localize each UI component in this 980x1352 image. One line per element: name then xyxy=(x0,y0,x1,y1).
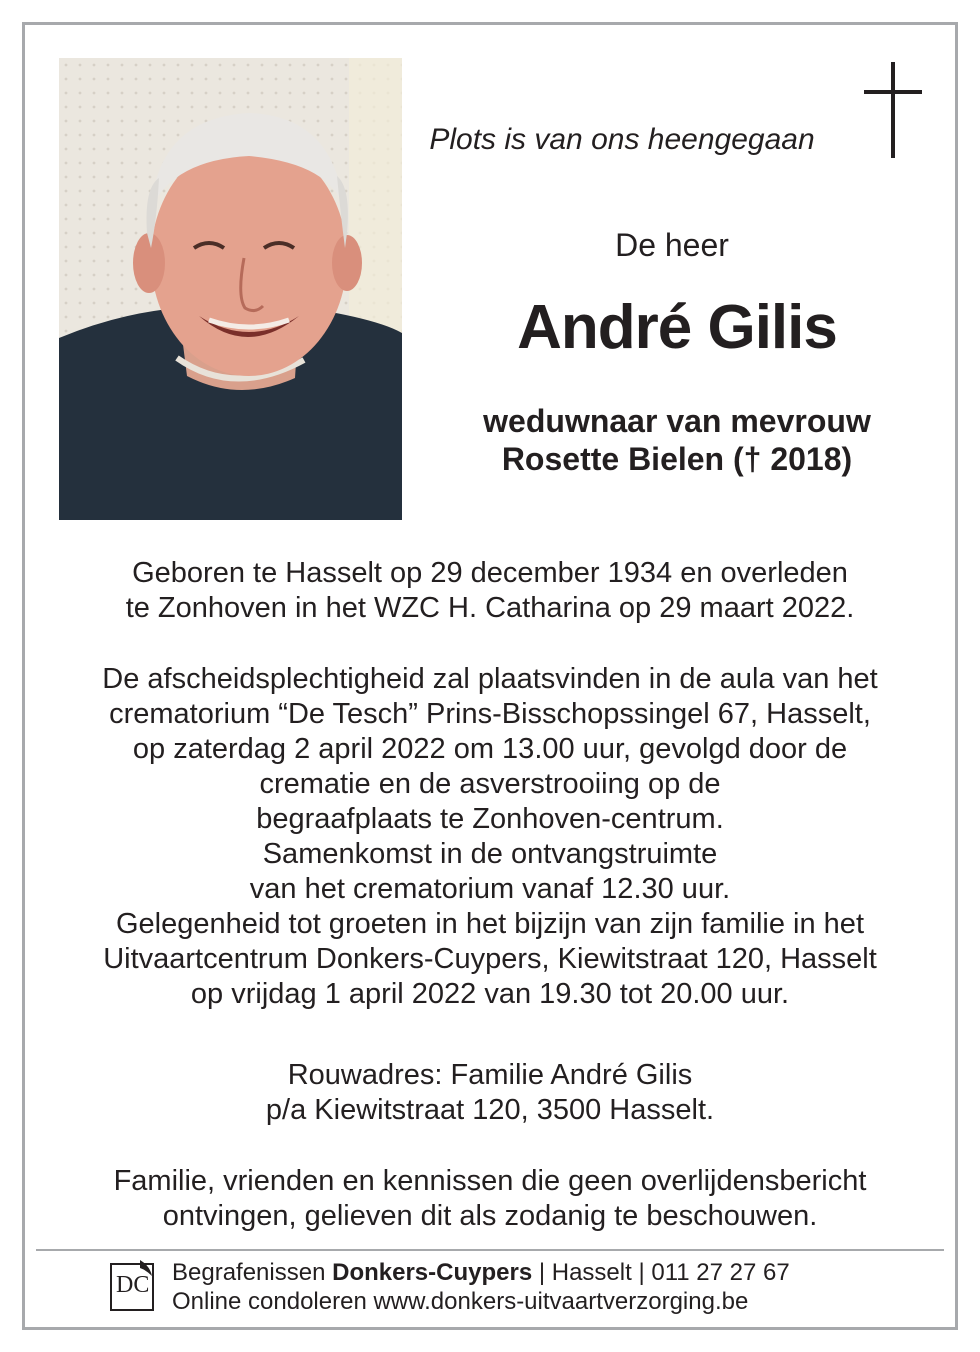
footer-prefix: Begrafenissen xyxy=(172,1259,333,1286)
portrait-photo xyxy=(59,58,402,520)
text-line: van het crematorium vanaf 12.30 uur. xyxy=(249,873,731,905)
text-line: crematorium “De Tesch” Prins-Bisschopssingel 67, Hasselt, xyxy=(109,698,871,730)
text-line: p/a Kiewitstraat 120, 3500 Hasselt. xyxy=(265,1094,715,1126)
salutation: De heer xyxy=(615,227,729,263)
spouse-line: Rosette Bielen († 2018) xyxy=(501,441,853,477)
separator: | xyxy=(631,1259,652,1286)
text-line: Uitvaartcentrum Donkers-Cuypers, Kiewitstraat 120, Hasselt xyxy=(103,943,877,975)
text-line: te Zonhoven in het WZC H. Catharina op 29 maart 2022. xyxy=(125,592,855,624)
city: Hasselt xyxy=(551,1259,632,1286)
deceased-name: André Gilis xyxy=(517,293,837,362)
spouse-info xyxy=(402,402,952,478)
text-line: op vrijdag 1 april 2022 van 19.30 tot 20.00 uur. xyxy=(190,978,790,1010)
text-line: ontvingen, gelieven dit als zodanig te beschouwen. xyxy=(162,1200,818,1232)
logo-text: DC xyxy=(116,1272,150,1298)
website-link[interactable]: www.donkers-uitvaartverzorging.be xyxy=(373,1288,749,1315)
phone-number: 011 27 27 67 xyxy=(651,1259,790,1286)
ceremony-paragraph xyxy=(40,662,940,1012)
text-line: Samenkomst in de ontvangstruimte xyxy=(262,838,718,870)
text-line: Rouwadres: Familie André Gilis xyxy=(287,1059,693,1091)
notice-paragraph xyxy=(40,1164,940,1234)
text-line: De afscheidsplechtigheid zal plaatsvinden in de aula van het xyxy=(102,663,878,695)
separator: | xyxy=(532,1259,552,1286)
spouse-line: weduwnaar van mevrouw xyxy=(483,403,871,439)
cross-icon xyxy=(864,62,922,158)
footer xyxy=(172,1258,932,1316)
subtitle: Plots is van ons heengegaan xyxy=(429,123,815,156)
footer-line-1 xyxy=(172,1258,932,1287)
condolences-label: Online condoleren xyxy=(172,1288,374,1315)
funeral-home-logo-icon xyxy=(110,1258,156,1312)
text-line: op zaterdag 2 april 2022 om 13.00 uur, gevolgd door de xyxy=(132,733,848,765)
text-line: crematie en de asverstrooiing op de xyxy=(259,768,721,800)
text-line: Gelegenheid tot groeten in het bijzijn van zijn familie in het xyxy=(115,908,864,940)
address-paragraph xyxy=(40,1058,940,1128)
footer-divider xyxy=(36,1249,944,1251)
text-line: begraafplaats te Zonhoven-centrum. xyxy=(256,803,724,835)
birth-death-paragraph xyxy=(40,556,940,626)
footer-line-2 xyxy=(172,1287,932,1316)
company-name: Donkers-Cuypers xyxy=(332,1259,533,1286)
text-line: Familie, vrienden en kennissen die geen overlijdensbericht xyxy=(113,1165,867,1197)
text-line: Geboren te Hasselt op 29 december 1934 en overleden xyxy=(132,557,848,589)
